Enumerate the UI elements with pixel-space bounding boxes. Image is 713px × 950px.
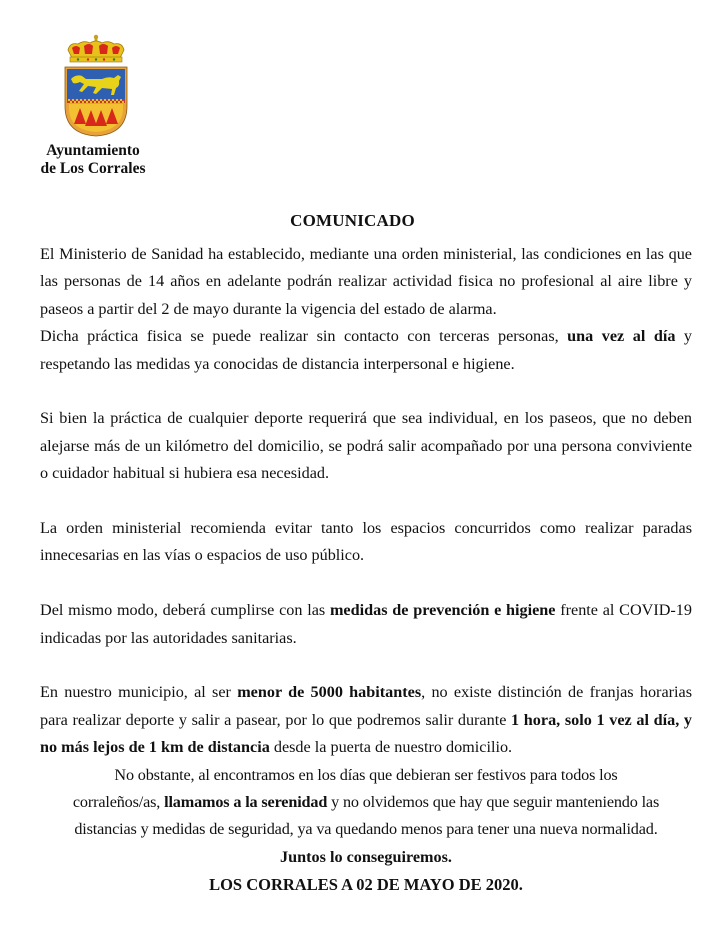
organization-name: [18, 142, 168, 178]
spacer: [40, 652, 692, 679]
paragraph-6: En nuestro municipio, al ser menor de 5000 habitantes, no existe distinción de franjas horarias para realizar deporte y salir a pasear, por lo que podremos salir durante 1 hora, solo 1 vez al día, y no más lejos de 1 km de distancia desde la puerta de nuestro domicilio.: [40, 683, 693, 757]
paragraph-2: Dicha práctica fisica se puede realizar sin contacto con terceras personas, una vez al día y respetando las medidas ya conocidas de distancia interpersonal e higiene.: [40, 327, 693, 373]
date-line: LOS CORRALES A 02 DE MAYO DE 2020.: [209, 875, 523, 895]
paragraph-5: Del mismo modo, deberá cumplirse con las medidas de prevención e higiene frente al COVID-19 indicadas por las autoridades sanitarias.: [40, 601, 692, 647]
closing-line: Juntos lo conseguiremos.: [280, 847, 452, 866]
spacer: [40, 570, 692, 597]
paragraph-3: Si bien la práctica de cualquier deporte requerirá que sea individual, en los paseos, que no deben alejarse más de un kilómetro del domicilio, se podrá salir acompañado por una persona conviviente o cuidador habitual si hubiera esa necesidad.: [40, 409, 692, 483]
spacer: [40, 488, 692, 515]
document-body: [40, 241, 692, 899]
coat-of-arms-emblem: [62, 34, 130, 138]
org-line-1: Ayuntamiento: [46, 142, 140, 159]
emphasis: medidas de prevención e higiene: [329, 601, 556, 620]
paragraph-1: El Ministerio de Sanidad ha establecido, mediante una orden ministerial, las condiciones en las que las personas de 14 años en adelante podrán realizar actividad fisica no profesional al aire libre y paseos a partir del 2 de mayo durante la vigencia del estado de alarma.: [40, 245, 692, 318]
paragraph-7-line-2: corraleños/as, llamamos a la serenidad y no olvidemos que hay que seguir manteniendo las: [72, 793, 660, 812]
crown-icon: [68, 35, 124, 62]
spacer: [40, 378, 692, 405]
document-title: COMUNICADO: [290, 211, 415, 230]
emphasis: 1 hora, solo 1 vez al día, y no más lejos de 1 km de distancia: [40, 710, 692, 757]
org-line-2: de Los Corrales: [40, 160, 146, 177]
paragraph-4: La orden ministerial recomienda evitar tanto los espacios concurridos como realizar paradas innecesarias en las vías o espacios de uso público.: [40, 519, 692, 565]
emphasis: una vez al día: [567, 327, 676, 346]
emphasis: llamamos a la serenidad: [164, 793, 328, 812]
paragraph-7-line-3: distancias y medidas de seguridad, ya va quedando menos para tener una nueva normalidad.: [74, 820, 658, 839]
emphasis: menor de 5000 habitantes: [237, 683, 422, 702]
shield-icon: [65, 67, 127, 136]
paragraph-7-line-1: No obstante, al encontramos en los días que debieran ser festivos para todos los: [114, 765, 618, 784]
